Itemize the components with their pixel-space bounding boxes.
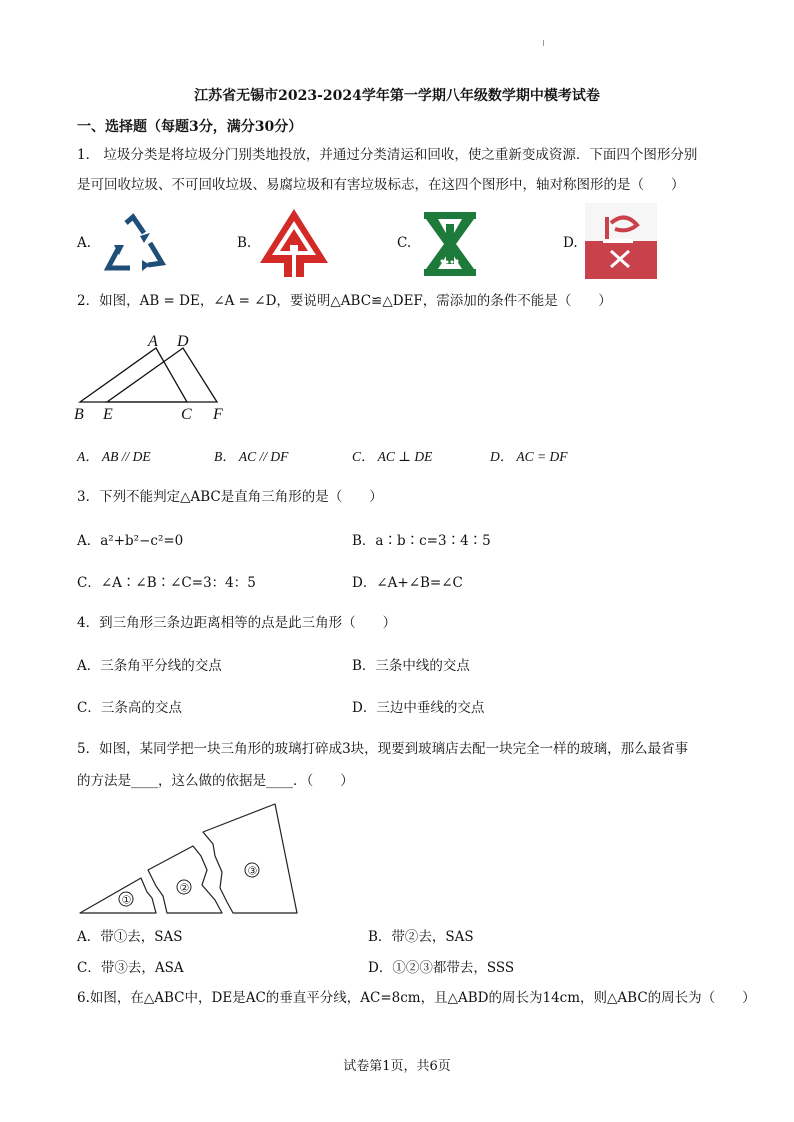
q2-option-d: D． AC = DF xyxy=(490,449,568,464)
q5-stem-line2: 的方法是____，这么做的依据是____．（ ） xyxy=(77,773,354,789)
q6-stem: 6.如图，在△ABC中，DE是AC的垂直平分线，AC=8cm，且△ABD的周长为14cm，则△ABC的周长为（ ） xyxy=(77,990,756,1006)
q2-option-c: C． AC ⊥ DE xyxy=(352,449,433,464)
q3-option-a: A．a²+b²−c²=0 xyxy=(77,533,184,549)
scan-mark xyxy=(543,40,544,46)
q5-option-c: C．带③去，ASA xyxy=(77,960,184,976)
q1-option-d-label: D. xyxy=(563,235,578,251)
point-label-d: D xyxy=(177,333,189,350)
section-heading: 一、选择题（每题3分，满分30分） xyxy=(77,119,303,135)
q4-stem: 4．到三角形三条边距离相等的点是此三角形（ ） xyxy=(77,615,397,631)
point-label-b: B xyxy=(74,406,84,423)
point-label-a: A xyxy=(148,333,158,350)
q2-stem: 2．如图，AB = DE，∠A = ∠D，要说明△ABC≌△DEF，需添加的条件不能是（ ） xyxy=(77,293,612,309)
q2-option-a: A． AB // DE xyxy=(77,449,151,464)
glass-piece-1 xyxy=(80,878,156,913)
q2-figure xyxy=(70,330,240,425)
q3-stem: 3．下列不能判定△ABC是直角三角形的是（ ） xyxy=(77,489,383,505)
q5-broken-glass-figure xyxy=(75,800,305,918)
q2-option-b: B． AC // DF xyxy=(214,449,289,464)
q1-option-c-label: C. xyxy=(397,235,412,251)
q5-stem-line1: 5．如图，某同学把一块三角形的玻璃打碎成3块，现要到玻璃店去配一块完全一样的玻璃，那么最省事 xyxy=(77,741,689,757)
q4-option-b: B．三条中线的交点 xyxy=(352,658,470,674)
piece-label-1: ① xyxy=(121,894,132,907)
q5-option-b: B．带②去，SAS xyxy=(368,929,474,945)
q4-option-c: C．三条高的交点 xyxy=(77,700,182,716)
point-label-f: F xyxy=(213,406,223,423)
food-waste-icon xyxy=(420,210,480,278)
piece-label-2: ② xyxy=(179,882,190,895)
q4-option-a: A．三条角平分线的交点 xyxy=(77,658,222,674)
q3-option-d: D．∠A+∠B=∠C xyxy=(352,575,463,591)
non-recyclable-icon xyxy=(258,205,330,280)
q1-stem-line1: 1． 垃圾分类是将垃圾分门别类地投放，并通过分类清运和回收，使之重新变成资源．下面四个图形分别 xyxy=(77,147,698,163)
q1-option-a-label: A. xyxy=(77,235,92,251)
q1-stem-line2: 是可回收垃圾、不可回收垃圾、易腐垃圾和有害垃圾标志，在这四个图形中，轴对称图形的是（ ） xyxy=(77,177,685,193)
q5-option-a: A．带①去，SAS xyxy=(77,929,183,945)
q1-option-b-label: B. xyxy=(237,235,252,251)
q3-option-c: C．∠A∶∠B∶∠C=3：4：5 xyxy=(77,575,256,591)
point-label-c: C xyxy=(181,406,192,423)
q5-option-d: D．①②③都带去，SSS xyxy=(368,960,515,976)
hazardous-waste-icon xyxy=(585,203,657,279)
recycle-icon xyxy=(100,213,170,273)
q4-option-d: D．三边中垂线的交点 xyxy=(352,700,485,716)
page-footer: 试卷第1页，共6页 xyxy=(343,1059,451,1074)
piece-label-3: ③ xyxy=(247,865,258,878)
q3-option-b: B．a∶b∶c=3∶4∶5 xyxy=(352,533,491,549)
page-title: 江苏省无锡市2023-2024学年第一学期八年级数学期中模考试卷 xyxy=(194,88,600,104)
point-label-e: E xyxy=(103,406,113,423)
